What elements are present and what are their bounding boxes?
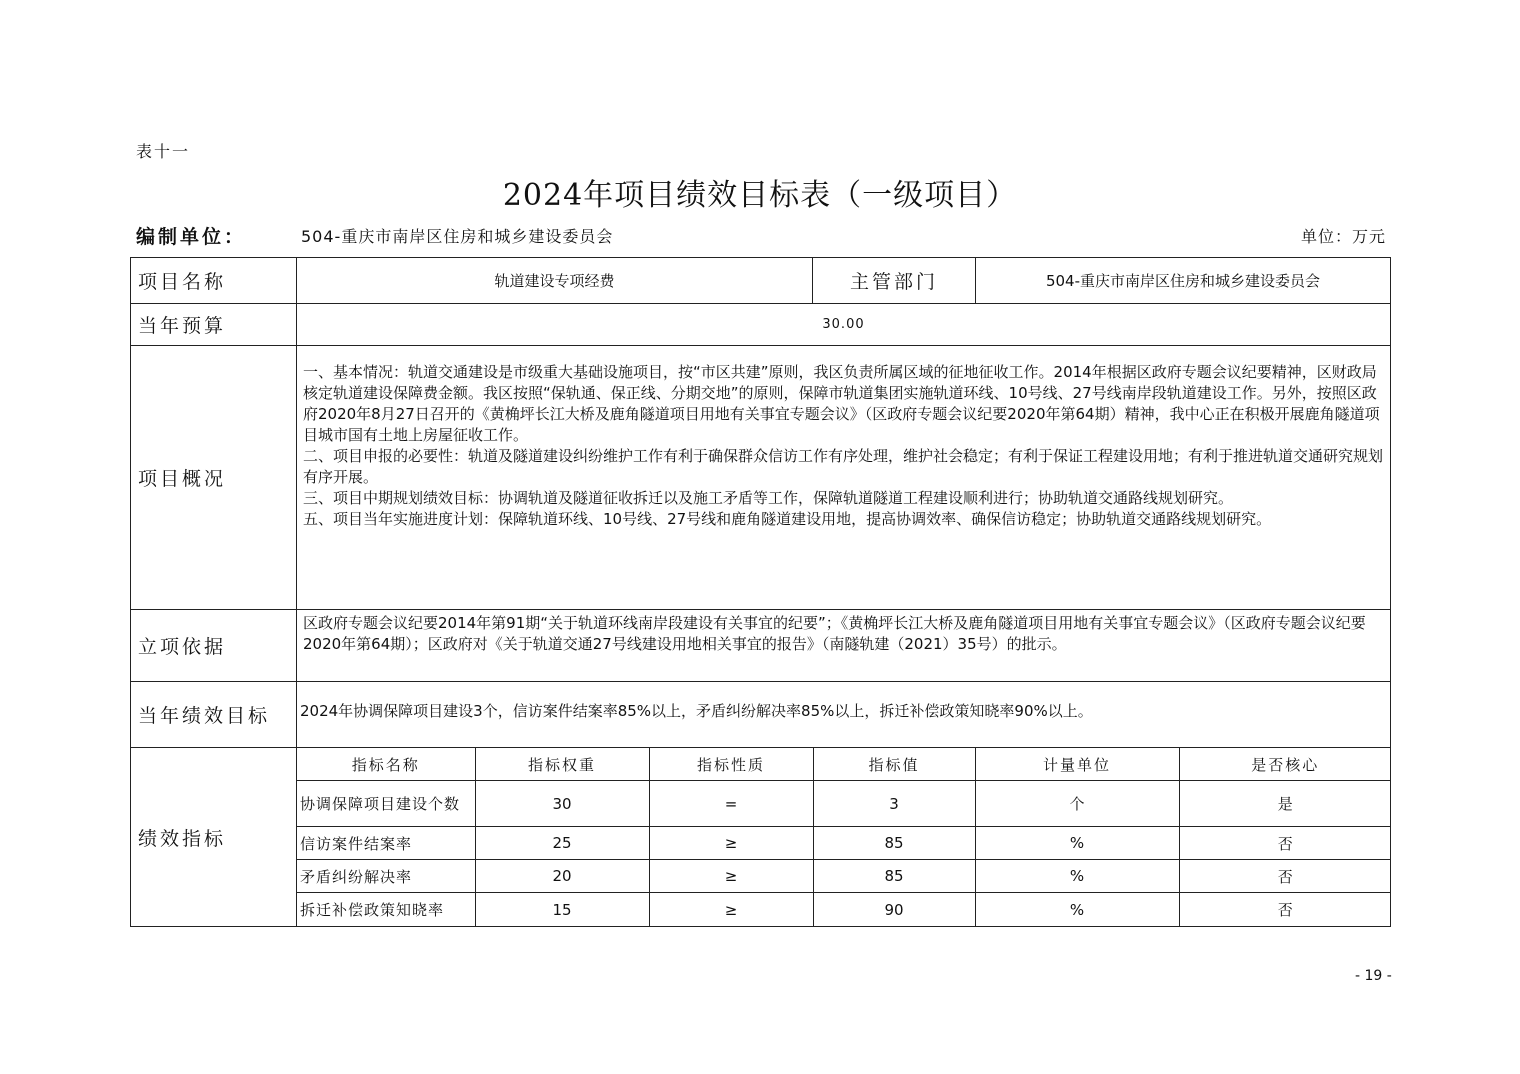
org-row [136, 222, 1386, 248]
performance-table [130, 257, 1391, 927]
goal-label: 当年绩效目标 [131, 682, 297, 748]
dept-label: 主管部门 [813, 258, 976, 304]
header-is-core: 是否核心 [1179, 748, 1391, 781]
indicator-name: 矛盾纠纷解决率 [297, 860, 475, 893]
indicator-name: 信访案件结案率 [297, 827, 475, 860]
indicator-header-row [297, 748, 1391, 781]
overview-cell [297, 346, 1391, 610]
overview-paragraph-3: 三、项目中期规划绩效目标：协调轨道及隧道征收拆迁以及施工矛盾等工作，保障轨道隧道工程建设顺利进行；协助轨道交通路线规划研究。 [303, 489, 1234, 507]
table-row [297, 860, 1391, 893]
page-number: - 19 - [1355, 968, 1392, 984]
indicator-unit: % [975, 827, 1179, 860]
indicator-weight: 30 [475, 781, 649, 827]
table-label: 表十一 [136, 142, 191, 161]
indicators-label: 绩效指标 [131, 748, 297, 927]
indicator-unit: 个 [975, 781, 1179, 827]
indicator-value: 3 [813, 781, 975, 827]
indicator-is-core: 否 [1179, 827, 1391, 860]
indicator-is-core: 否 [1179, 860, 1391, 893]
indicator-weight: 15 [475, 893, 649, 927]
indicator-table [297, 748, 1391, 926]
indicator-nature: ≥ [649, 893, 813, 927]
goal-row [131, 682, 1391, 748]
budget-value: 30.00 [297, 304, 1391, 346]
indicators-row [131, 748, 1391, 927]
indicator-unit: % [975, 860, 1179, 893]
header-indicator-nature: 指标性质 [649, 748, 813, 781]
basis-label: 立项依据 [131, 610, 297, 682]
header-indicator-weight: 指标权重 [475, 748, 649, 781]
dept-value: 504-重庆市南岸区住房和城乡建设委员会 [976, 258, 1391, 304]
indicator-nature: = [649, 781, 813, 827]
table-row [297, 893, 1391, 927]
overview-paragraph-1: 一、基本情况：轨道交通建设是市级重大基础设施项目，按“市区共建”原则，我区负责所属区域的征地征收工作。2014年根据区政府专题会议纪要精神，区财政局核定轨道建设保障费金额。我区按照“保轨通、保正线、分期交地”的原则，保障市轨道集团实施轨道环线、10号线、27号线南岸段轨道建设工作。另外，按照区政府2020年8月27日召开的《黄桷坪长江大桥及鹿角隧道项目用地有关事宜专题会议》（区政府专题会议纪要2020年第64期）精神，我中心正在积极开展鹿角隧道项目城市国有土地上房屋征收工作。 [303, 363, 1380, 444]
indicator-name: 拆迁补偿政策知晓率 [297, 893, 475, 927]
header-indicator-name: 指标名称 [297, 748, 475, 781]
overview-paragraph-4: 五、项目当年实施进度计划：保障轨道环线、10号线、27号线和鹿角隧道建设用地，提高协调效率、确保信访稳定；协助轨道交通路线规划研究。 [303, 510, 1272, 528]
basis-row [131, 610, 1391, 682]
indicator-is-core: 是 [1179, 781, 1391, 827]
project-name-label: 项目名称 [131, 258, 297, 304]
basis-value: 区政府专题会议纪要2014年第91期“关于轨道环线南岸段建设有关事宜的纪要”；《黄桷坪长江大桥及鹿角隧道项目用地有关事宜专题会议》（区政府专题会议纪要2020年第64期）；区政府对《关于轨道交通27号线建设用地相关事宜的报告》（南隧轨建（2021）35号）的批示。 [297, 610, 1391, 682]
table-row [297, 827, 1391, 860]
overview-paragraph-2: 二、项目申报的必要性：轨道及隧道建设纠纷维护工作有利于确保群众信访工作有序处理，维护社会稳定；有利于保证工程建设用地；有利于推进轨道交通研究规划有序开展。 [303, 447, 1384, 486]
table-row [297, 781, 1391, 827]
project-name-value: 轨道建设专项经费 [297, 258, 813, 304]
indicator-value: 85 [813, 827, 975, 860]
indicators-cell [297, 748, 1391, 927]
page-title: 2024年项目绩效目标表（一级项目） [502, 178, 1018, 213]
indicator-name: 协调保障项目建设个数 [297, 781, 475, 827]
indicator-unit: % [975, 893, 1179, 927]
unit-label: 单位：万元 [1300, 227, 1386, 246]
indicator-value: 90 [813, 893, 975, 927]
budget-row [131, 304, 1391, 346]
indicator-nature: ≥ [649, 827, 813, 860]
org-value: 504-重庆市南岸区住房和城乡建设委员会 [301, 227, 614, 246]
indicator-weight: 20 [475, 860, 649, 893]
header-unit: 计量单位 [975, 748, 1179, 781]
overview-row [131, 346, 1391, 610]
indicator-value: 85 [813, 860, 975, 893]
org-label: 编制单位： [136, 226, 247, 248]
indicator-nature: ≥ [649, 860, 813, 893]
goal-value: 2024年协调保障项目建设3个，信访案件结案率85%以上，矛盾纠纷解决率85%以上，拆迁补偿政策知晓率90%以上。 [297, 682, 1391, 748]
header-indicator-value: 指标值 [813, 748, 975, 781]
budget-label: 当年预算 [131, 304, 297, 346]
overview-label: 项目概况 [131, 346, 297, 610]
indicator-weight: 25 [475, 827, 649, 860]
indicator-is-core: 否 [1179, 893, 1391, 927]
project-name-row [131, 258, 1391, 304]
